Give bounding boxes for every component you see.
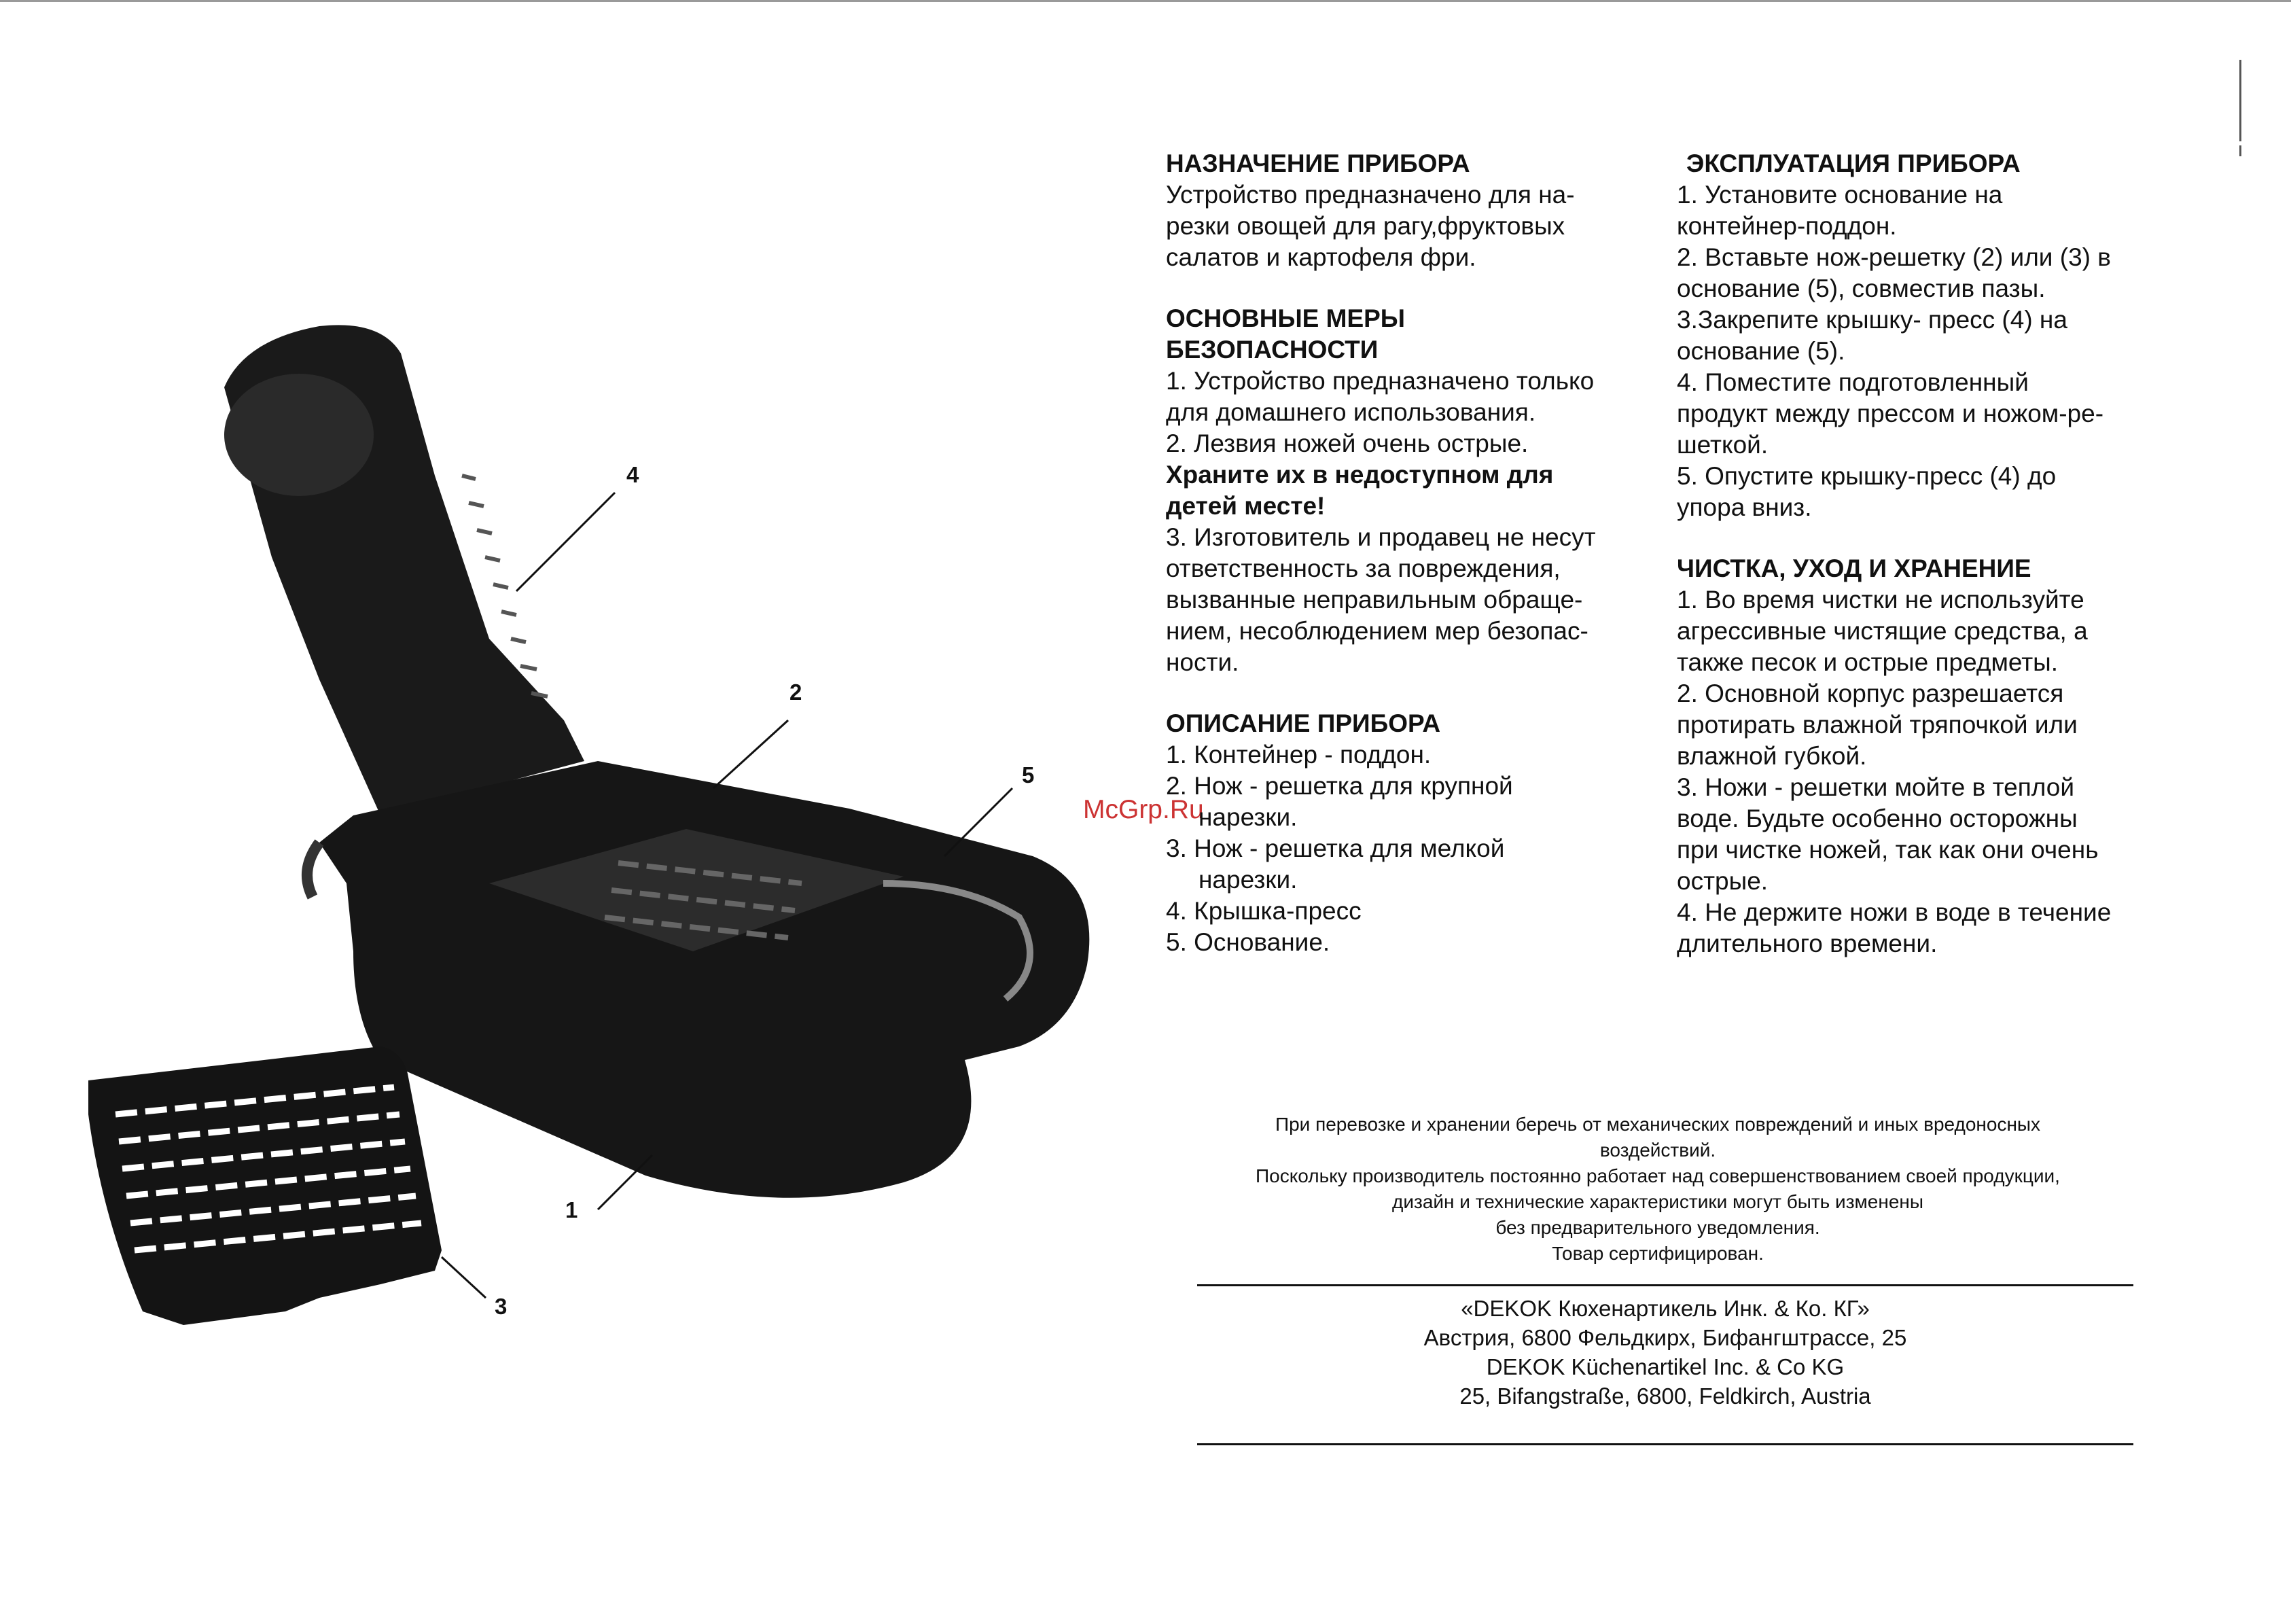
purpose-line: резки овощей для рагу,фруктовых [1166, 212, 1565, 240]
notice-line: без предварительного уведомления. [1495, 1217, 1820, 1238]
care-line: длительного времени. [1677, 930, 1938, 957]
operation-title: ЭКСПЛУАТАЦИЯ ПРИБОРА [1686, 149, 2021, 177]
container-base-drawing [307, 761, 1089, 1198]
care-line: острые. [1677, 867, 1769, 895]
care-line: агрессивные чистящие средства, а [1677, 617, 2088, 645]
notice-line: Поскольку производитель постоянно работает над совершенствованием своей продукции, [1256, 1165, 2060, 1186]
divider-top [1197, 1284, 2133, 1286]
safety-line: ности. [1166, 648, 1239, 676]
description-title: ОПИСАНИЕ ПРИБОРА [1166, 709, 1441, 737]
operation-line: контейнер-поддон. [1677, 212, 1897, 240]
care-line: 3. Ножи - решетки мойте в теплой [1677, 773, 2074, 801]
notice-line: Товар сертифицирован. [1552, 1243, 1764, 1264]
operation-line: упора вниз. [1677, 493, 1812, 521]
operation-line: 4. Поместите подготовленный [1677, 368, 2029, 396]
slicer-illustration [0, 0, 1121, 1624]
description-item: 5. Основание. [1166, 928, 1330, 956]
care-line: влажной губкой. [1677, 742, 1867, 770]
operation-line: 2. Вставьте нож-решетку (2) или (3) в [1677, 243, 2111, 271]
operation-line: 3.Закрепите крышку- пресс (4) на [1677, 306, 2067, 334]
description-item: 3. Нож - решетка для мелкой [1166, 834, 1505, 862]
care-line: воде. Будьте особенно осторожны [1677, 805, 2078, 832]
safety-title-line2: БЕЗОПАСНОСТИ [1166, 336, 1379, 364]
transport-notice [1182, 1112, 2133, 1267]
operation-line: продукт между прессом и ножом-ре- [1677, 400, 2104, 427]
edge-mark [2239, 60, 2241, 141]
care-line: при чистке ножей, так как они очень [1677, 836, 2099, 864]
care-title: ЧИСТКА, УХОД И ХРАНЕНИЕ [1677, 554, 2031, 582]
care-line: 2. Основной корпус разрешается [1677, 679, 2064, 707]
callout-2: 2 [789, 679, 802, 705]
callout-4: 4 [626, 462, 639, 487]
press-lid-drawing [224, 325, 584, 815]
purpose-section [1166, 148, 1655, 273]
care-line: 1. Во время чистки не используйте [1677, 586, 2084, 614]
safety-line: ответственность за повреждения, [1166, 554, 1561, 582]
operation-line: шеткой. [1677, 431, 1769, 459]
operation-line: 1. Установите основание на [1677, 181, 2003, 209]
callout-1: 1 [565, 1197, 578, 1222]
safety-line: вызванные неправильным обраще- [1166, 586, 1583, 614]
manufacturer-line: «DEKOK Кюхенартикель Инк. & Ко. КГ» [1461, 1296, 1870, 1321]
callout-5: 5 [1022, 762, 1035, 788]
description-item: нарезки. [1198, 803, 1298, 831]
safety-line: нием, несоблюдением мер безопас- [1166, 617, 1588, 645]
divider-bottom [1197, 1443, 2133, 1445]
manufacturer-line: DEKOK Küchenartikel Inc. & Co KG [1486, 1354, 1845, 1379]
safety-line: для домашнего использования. [1166, 398, 1536, 426]
description-item: нарезки. [1198, 866, 1298, 894]
manufacturer-line: 25, Bifangstraße, 6800, Feldkirch, Austria [1459, 1383, 1871, 1409]
right-text-column [1677, 148, 2193, 989]
safety-section [1166, 303, 1655, 678]
description-item: 2. Нож - решетка для крупной [1166, 772, 1513, 800]
safety-title-line1: ОСНОВНЫЕ МЕРЫ [1166, 304, 1406, 332]
purpose-line: Устройство предназначено для на- [1166, 181, 1575, 209]
operation-line: основание (5). [1677, 337, 1845, 365]
safety-warning-line: Храните их в недоступном для [1166, 461, 1554, 489]
manufacturer-line: Австрия, 6800 Фельдкирх, Бифангштрассе, 25 [1423, 1325, 1907, 1350]
care-line: также песок и острые предметы. [1677, 648, 2059, 676]
callout-3: 3 [495, 1294, 508, 1319]
description-list [1166, 739, 1655, 958]
safety-line: 1. Устройство предназначено только [1166, 367, 1595, 395]
notice-line: воздействий. [1599, 1140, 1716, 1161]
left-text-column [1166, 148, 1655, 988]
care-line: протирать влажной тряпочкой или [1677, 711, 2078, 739]
care-line: 4. Не держите ножи в воде в течение [1677, 898, 2112, 926]
notice-line: дизайн и технические характеристики могут быть изменены [1392, 1191, 1923, 1212]
purpose-line: салатов и картофеля фри. [1166, 243, 1476, 271]
safety-warning-line: детей месте! [1166, 492, 1326, 520]
safety-line: 3. Изготовитель и продавец не несут [1166, 523, 1596, 551]
purpose-title: НАЗНАЧЕНИЕ ПРИБОРА [1166, 149, 1470, 177]
operation-line: 5. Опустите крышку-пресс (4) до [1677, 462, 2057, 490]
description-section [1166, 708, 1655, 958]
watermark: McGrp.Ru [1083, 795, 1204, 824]
care-section [1677, 553, 2193, 959]
grid-knife-drawing [88, 1046, 442, 1325]
safety-line: 2. Лезвия ножей очень острые. [1166, 429, 1529, 457]
description-item: 4. Крышка-пресс [1166, 897, 1362, 925]
description-item: 1. Контейнер - поддон. [1166, 741, 1432, 769]
manufacturer-block [1197, 1294, 2133, 1411]
operation-line: основание (5), совместив пазы. [1677, 275, 2046, 302]
edge-mark [2239, 145, 2241, 156]
notice-line: При перевозке и хранении беречь от механических повреждений и иных вредоносных [1275, 1114, 2041, 1135]
operation-section [1677, 148, 2193, 523]
